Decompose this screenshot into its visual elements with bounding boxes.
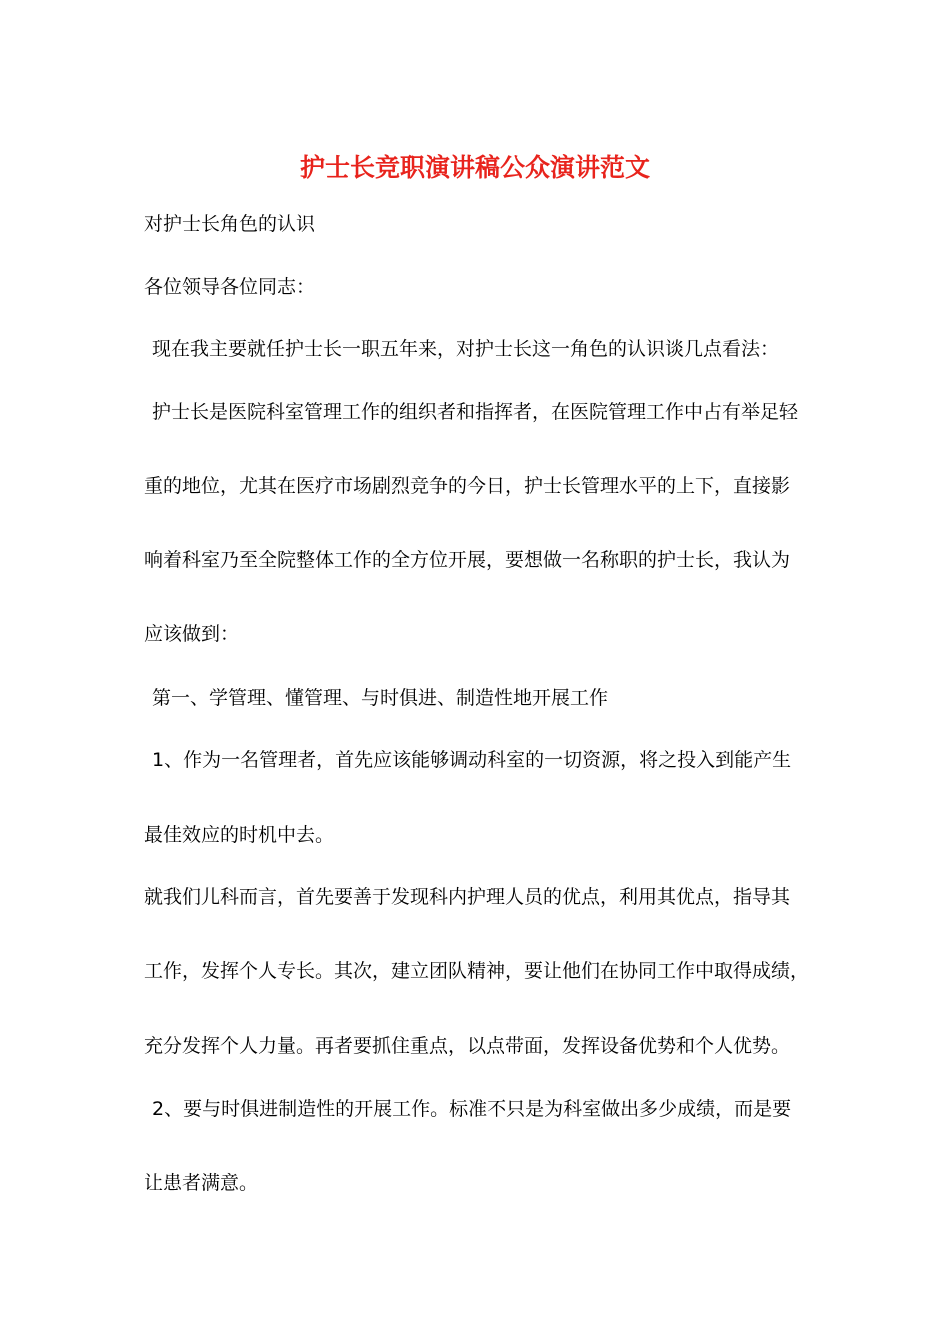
salutation: 各位领导各位同志：	[144, 276, 316, 298]
numbered-item-line: 2、要与时俱进制造性的开展工作。标准不只是为科室做出多少成绩，而是要	[152, 1098, 792, 1120]
paragraph-line: 最佳效应的时机中去。	[144, 824, 335, 846]
subsection-heading: 第一、学管理、懂管理、与时俱进、制造性地开展工作	[152, 687, 609, 709]
paragraph-line: 重的地位，尤其在医疗市场剧烈竞争的今日，护士长管理水平的上下，直接影	[144, 475, 791, 497]
paragraph-line: 应该做到：	[144, 623, 240, 645]
paragraph-line: 充分发挥个人力量。再者要抓住重点，以点带面，发挥设备优势和个人优势。	[144, 1035, 791, 1057]
paragraph-line: 现在我主要就任护士长一职五年来，对护士长这一角色的认识谈几点看法：	[152, 338, 780, 360]
paragraph-line: 让患者满意。	[144, 1172, 259, 1194]
document-title: 护士长竞职演讲稿公众演讲范文	[299, 153, 650, 182]
paragraph-line: 就我们儿科而言，首先要善于发现科内护理人员的优点，利用其优点，指导其	[144, 886, 791, 908]
section-heading: 对护士长角色的认识	[144, 213, 316, 235]
paragraph-line: 响着科室乃至全院整体工作的全方位开展，要想做一名称职的护士长，我认为	[144, 549, 791, 571]
numbered-item-line: 1、作为一名管理者，首先应该能够调动科室的一切资源，将之投入到能产生	[152, 749, 792, 771]
paragraph-line: 护士长是医院科室管理工作的组织者和指挥者，在医院管理工作中占有举足轻	[152, 401, 799, 423]
paragraph-line: 工作，发挥个人专长。其次，建立团队精神，要让他们在协同工作中取得成绩，	[144, 960, 810, 982]
